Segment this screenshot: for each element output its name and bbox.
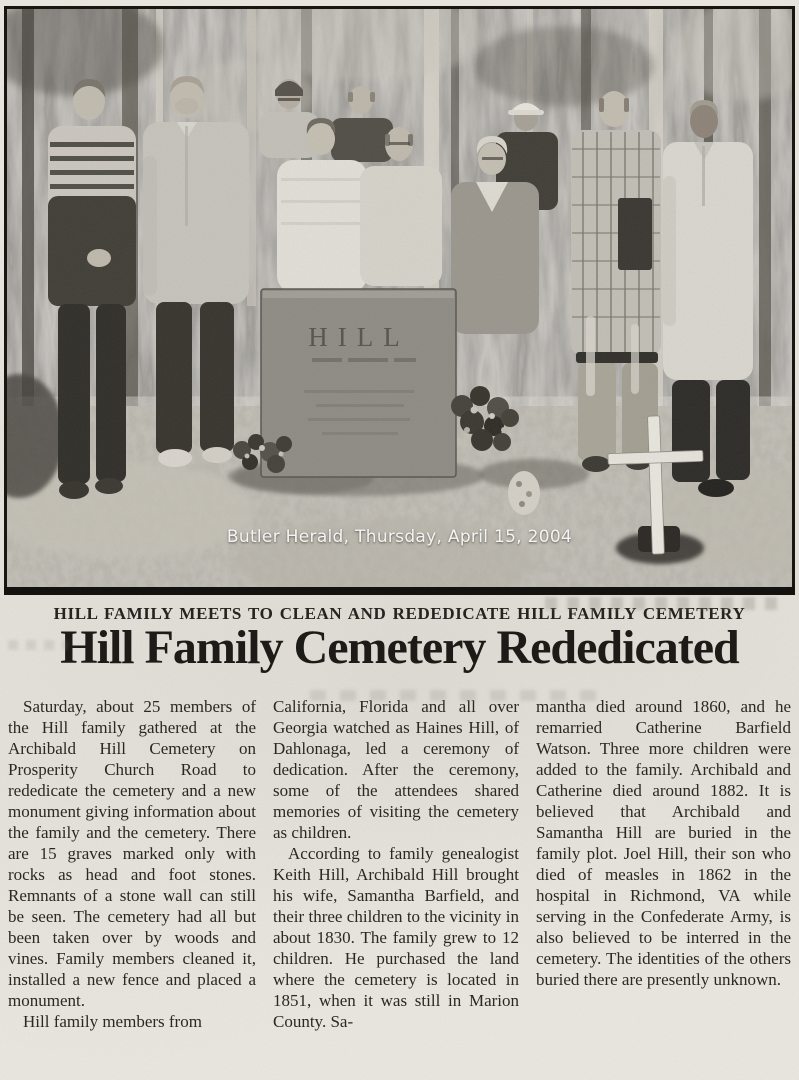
cemetery-photo	[4, 6, 795, 595]
photo	[4, 6, 795, 595]
photo-grain-overlay	[4, 6, 795, 595]
paragraph: According to family genealogist Keith Hill, Archibald Hill brought his wife, Samantha Barfield, and their three children to the vicinity in about 1830. The family grew to 12 children. He purchased the land where the cemetery is located in 1851, when it was still in Marion County. Sa-	[273, 844, 519, 1031]
paragraph: mantha died around 1860, and he remarried Catherine Barfield Watson. Three more children were added to the family. Archibald and Catherine died around 1882. It is believed that Archibald and Samantha Hill are buried in the family plot. Joel Hill, their son who died of measles in 1862 in the hospital in Richmond, VA while serving in the Confederate Army, is also believed to be interred in the cemetery. The identities of the others buried there are presently unknown.	[536, 697, 791, 989]
paragraph: Saturday, about 25 members of the Hill family gathered at the Archibald Hill Cemetery on Prosperity Church Road to rededicate the cemetery and a new monument giving information about the family and the cemetery. There are 15 graves marked only with rocks as head and foot stones. Remnants of a stone wall can still be seen. The cemetery had all but been taken over by woods and vines. Family members cleaned it, installed a new fence and placed a monument.	[8, 697, 256, 1010]
article-column-3	[536, 696, 791, 1032]
monument-inscription: HILL	[308, 322, 410, 352]
photo-caption: Butler Herald, Thursday, April 15, 2004	[226, 527, 573, 547]
paragraph: California, Florida and all over Georgia watched as Haines Hill, of Dahlonaga, led a ceremony of dedication. After the ceremony, some of the attendees shared memories of visiting the cemetery as children.	[273, 697, 519, 842]
article-column-2	[273, 696, 519, 1032]
paragraph: Hill family members from	[23, 1012, 202, 1031]
kicker-headline: HILL FAMILY MEETS TO CLEAN AND REDEDICATE HILL FAMILY CEMETERY	[53, 604, 746, 623]
article-column-1	[8, 696, 256, 1032]
article-body	[8, 696, 791, 1032]
main-headline: Hill Family Cemetery Rededicated	[60, 621, 739, 674]
